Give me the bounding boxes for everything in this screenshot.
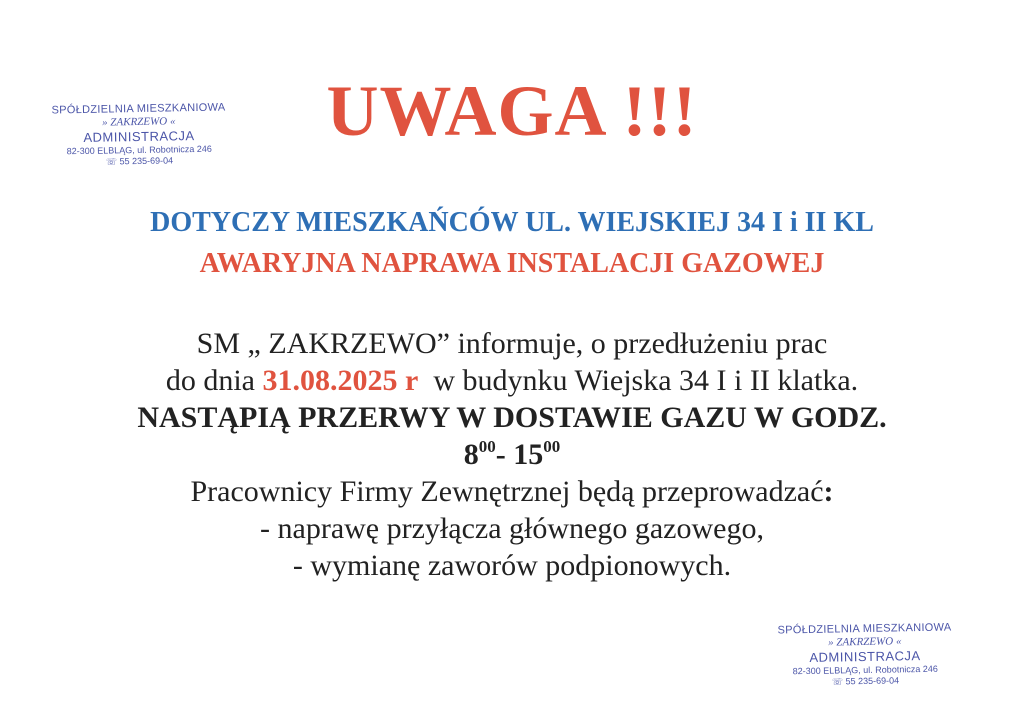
info-line-2 [0,362,1024,399]
task-item-2: - wymianę zaworów podpionowych. [292,549,732,582]
notice-title: UWAGA !!! [326,71,698,151]
outage-line: NASTĄPIĄ PRZERWY W DOSTAWIE GAZU W GODZ. [137,401,887,434]
stamp-line-phone: ☏ 55 235-69-04 [105,155,174,167]
stamp-line-name: » ZAKRZEWO « [828,635,902,649]
hours-end: 15 [513,438,544,471]
hours-end-minutes: 00 [543,437,561,456]
stamp-line-cooperative: SPÓŁDZIELNIA MIESZKANIOWA [51,101,226,117]
stamp-line-address: 82-300 ELBLĄG, ul. Robotnicza 246 [792,663,938,677]
info-line-1: SM „ ZAKRZEWO” informuje, o przedłużeniu prac [196,327,828,360]
outage-hours [0,436,1024,473]
hours-start-minutes: 00 [478,437,496,456]
notice-subtitle-repair: AWARYJNA NAPRAWA INSTALACJI GAZOWEJ [199,248,825,279]
info-line-2-prefix: do dnia [165,364,263,397]
hours-start: 8 [463,438,479,471]
administration-stamp-bottom [764,621,965,688]
notice-body [0,325,1024,584]
workers-line-text: Pracownicy Firmy Zewnętrznej będą przeprowadzać [190,475,824,508]
task-item-1: - naprawę przyłącza głównego gazowego, [260,512,764,545]
notice-subtitle-residents: DOTYCZY MIESZKAŃCÓW UL. WIEJSKIEJ 34 I i II KL [150,207,874,238]
workers-line [0,473,1024,510]
stamp-line-phone: ☏ 55 235-69-04 [831,675,900,687]
deadline-date: 31.08.2025 r [262,364,419,397]
stamp-line-administration: ADMINISTRACJA [809,648,921,666]
stamp-line-address: 82-300 ELBLĄG, ul. Robotnicza 246 [66,143,212,157]
stamp-line-administration: ADMINISTRACJA [83,128,195,146]
hours-separator: - [495,438,514,471]
stamp-line-name: » ZAKRZEWO « [102,115,176,129]
info-line-2-suffix: w budynku Wiejska 34 I i II klatka. [418,364,859,397]
stamp-line-cooperative: SPÓŁDZIELNIA MIESZKANIOWA [777,621,952,637]
workers-line-colon: : [823,475,834,508]
